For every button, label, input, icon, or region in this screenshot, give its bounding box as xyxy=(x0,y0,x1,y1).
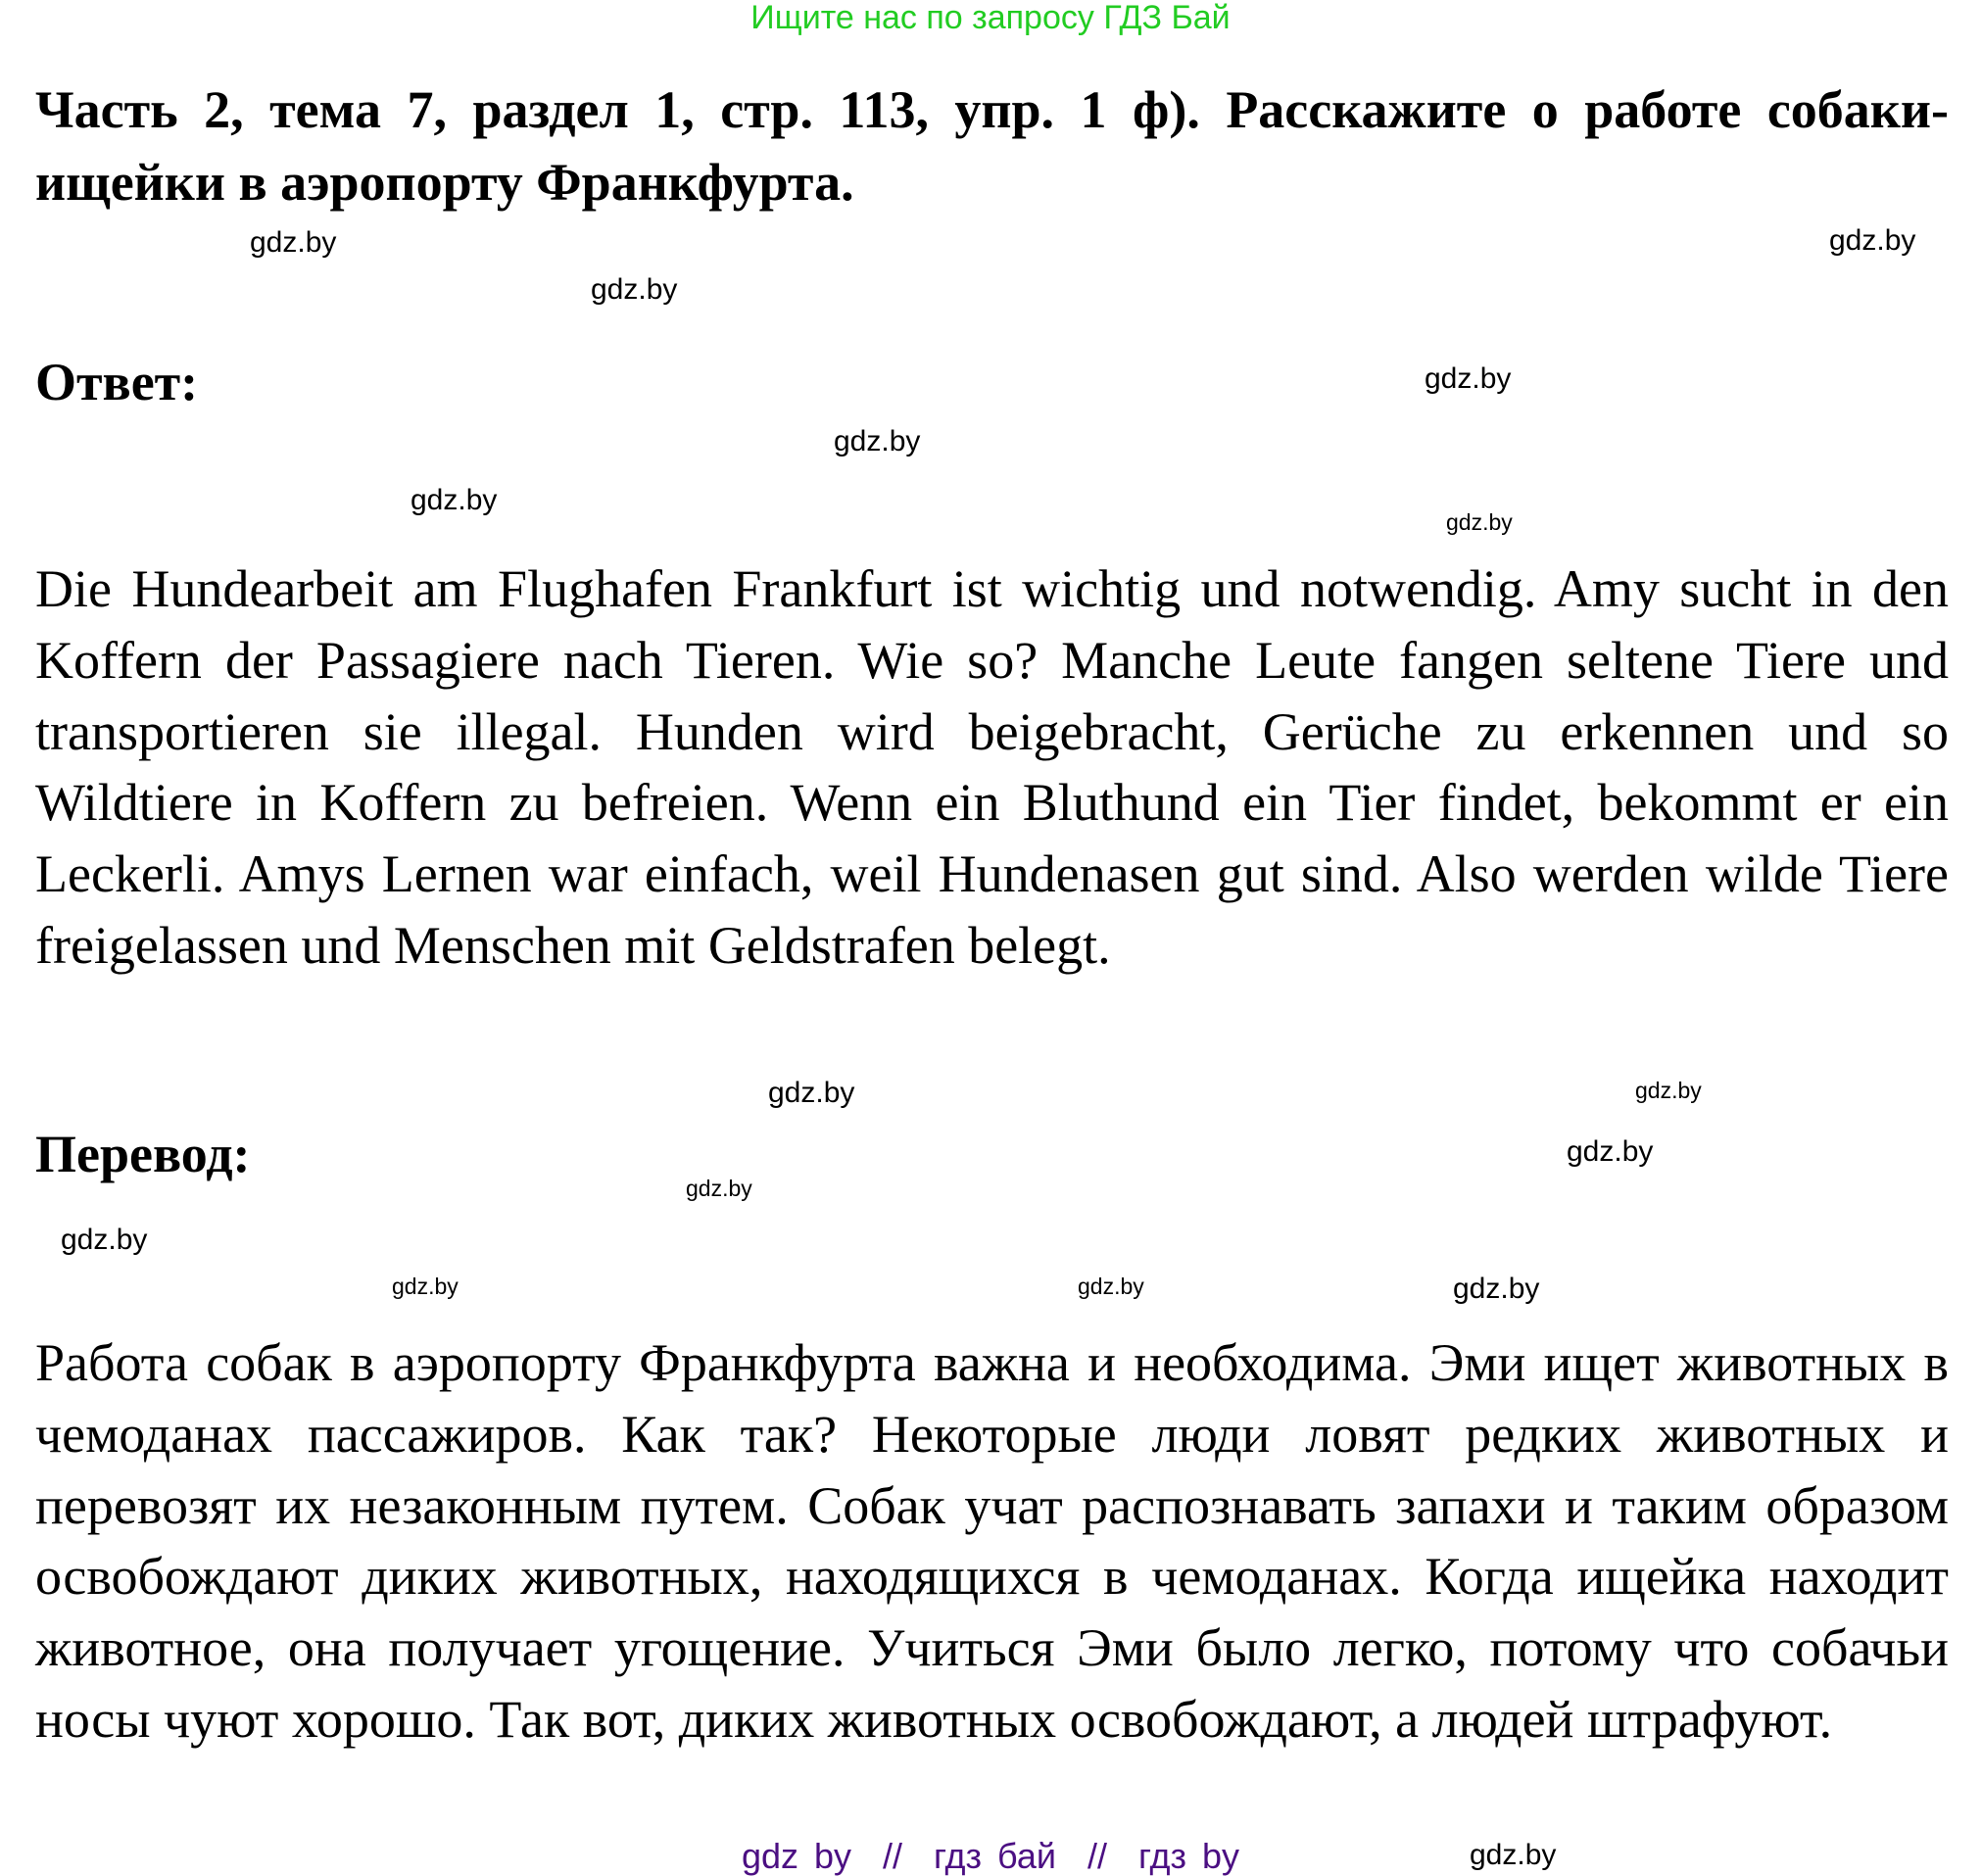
translation-heading: Перевод: xyxy=(35,1125,251,1183)
watermark: gdz.by xyxy=(250,226,337,259)
answer-text: Die Hundearbeit am Flughafen Frankfurt ist wichtig und notwendig. Amy sucht in den Koffern der Passagiere nach Tieren. Wie so? Manche Leute fangen seltene Tiere und transportieren sie illegal. Hunden wird beigebracht, Gerüche zu erkennen und so Wildtiere in Koffern zu befreien. Wenn ein Bluthund ein Tier findet, bekommt er ein Leckerli. Amys Lernen war einfach, weil Hundenasen gut sind. Also werden wilde Tiere freigelassen und Menschen mit Geldstrafen belegt. xyxy=(35,559,1949,975)
footer-links[interactable]: gdz by // гдз бай // гдз by xyxy=(741,1836,1240,1876)
watermark: gdz.by xyxy=(1635,1078,1702,1103)
watermark: gdz.by xyxy=(1829,224,1916,257)
watermark: gdz.by xyxy=(1567,1135,1654,1168)
watermark: gdz.by xyxy=(591,273,678,306)
watermark: gdz.by xyxy=(1078,1274,1144,1299)
search-banner-link[interactable]: Ищите нас по запросу ГДЗ Бай xyxy=(750,0,1231,36)
watermark: gdz.by xyxy=(392,1274,459,1299)
watermark: gdz.by xyxy=(1425,362,1512,395)
exercise-title: Часть 2, тема 7, раздел 1, стр. 113, упр. 1 ф). Расскажите о работе собаки-ищейки в аэропорту Франкфурта. xyxy=(35,80,1949,212)
watermark: gdz.by xyxy=(61,1224,148,1256)
watermark: gdz.by xyxy=(1470,1839,1557,1871)
watermark: gdz.by xyxy=(768,1077,855,1109)
watermark: gdz.by xyxy=(834,425,921,457)
watermark: gdz.by xyxy=(411,484,498,516)
answer-heading: Ответ: xyxy=(35,353,199,411)
watermark: gdz.by xyxy=(686,1176,752,1201)
watermark: gdz.by xyxy=(1446,509,1513,535)
translation-text: Работа собак в аэропорту Франкфурта важна и необходима. Эми ищет животных в чемоданах пассажиров. Как так? Некоторые люди ловят редких животных и перевозят их незаконным путем. Собак учат распознавать запахи и таким образом освобождают диких животных, находящихся в чемоданах. Когда ищейка находит животное, она получает угощение. Учиться Эми было легко, потому что собачьи носы чуют хорошо. Так вот, диких животных освобождают, а людей штрафуют. xyxy=(35,1333,1949,1749)
watermark: gdz.by xyxy=(1453,1273,1540,1305)
